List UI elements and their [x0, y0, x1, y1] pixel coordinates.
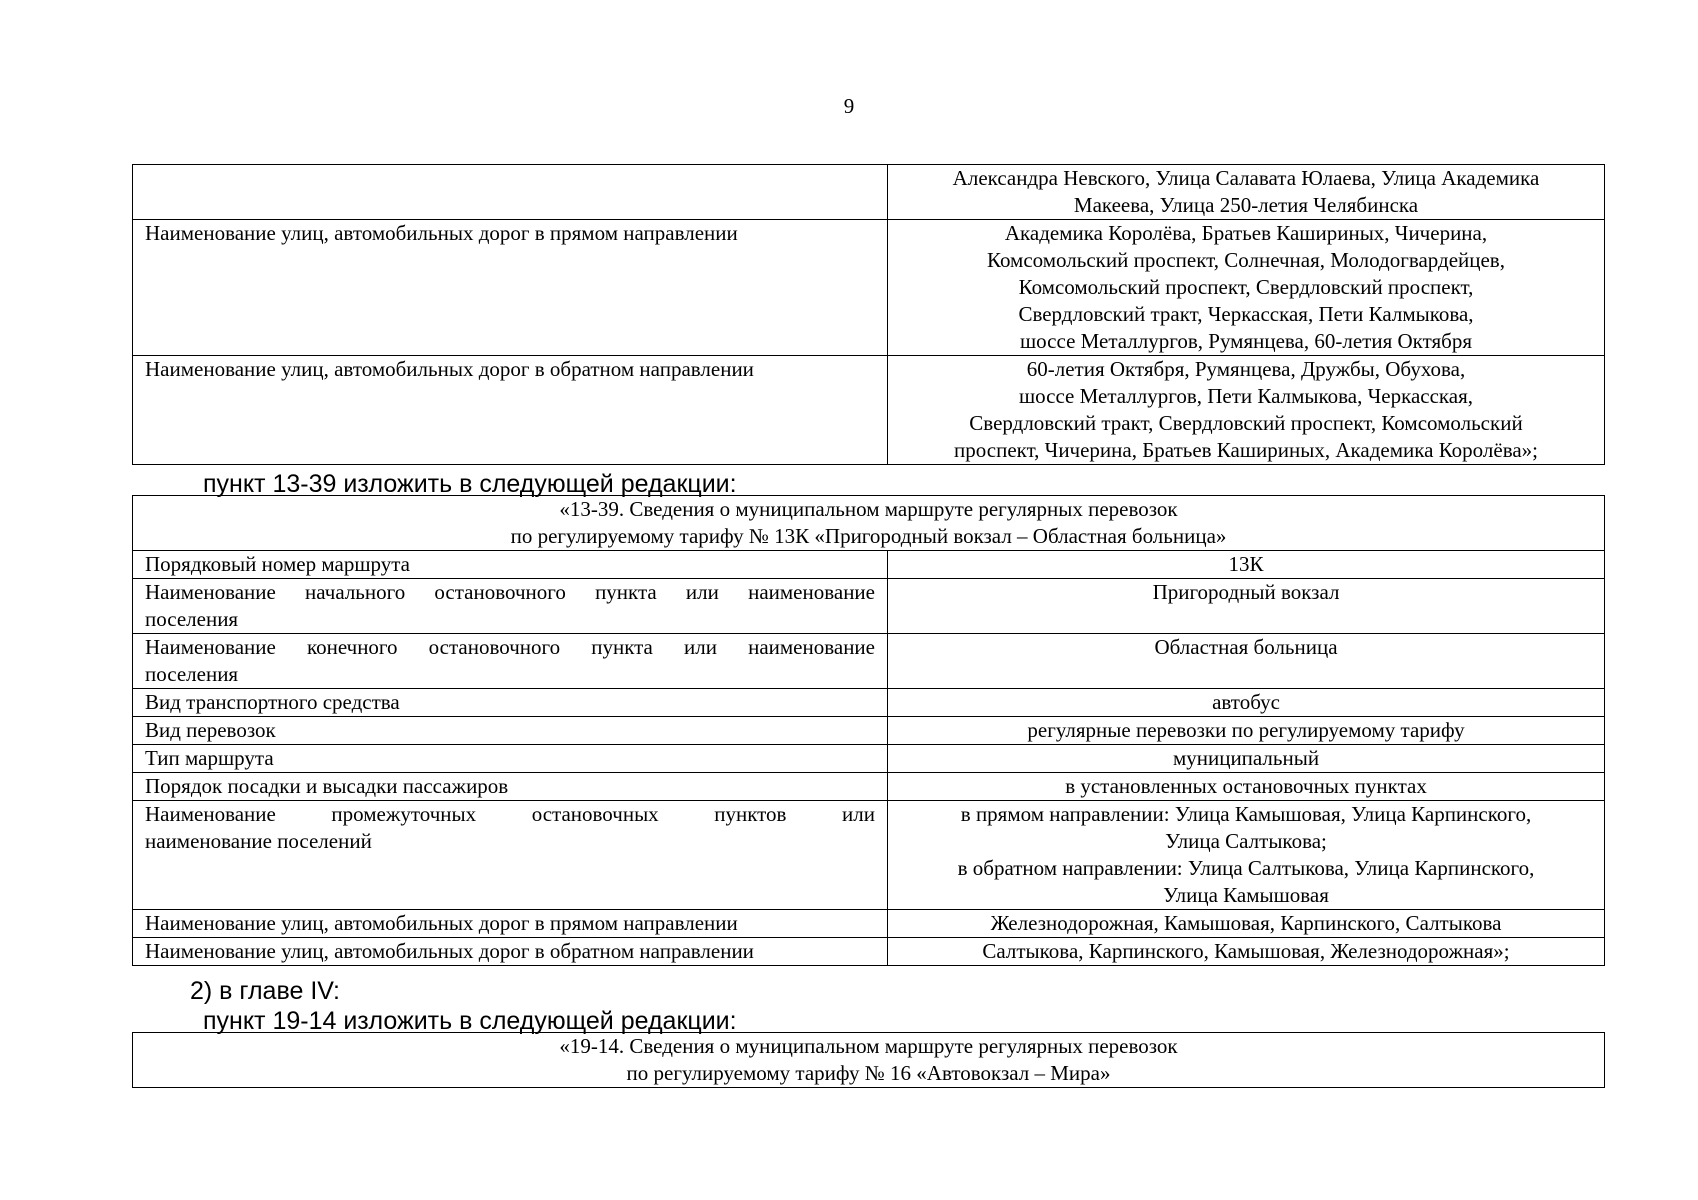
route-table-13-39	[132, 495, 1605, 966]
row-value: Салтыкова, Карпинского, Камышовая, Железнодорожная»;	[888, 938, 1605, 966]
row-value: Академика Королёва, Братьев Кашириных, Чичерина, Комсомольский проспект, Солнечная, Молодогвардейцев, Комсомольский проспект, Свердловский проспект, Свердловский тракт, Черкасская, Пети Калмыкова, шоссе Металлургов, Румянцева, 60-летия Октября	[888, 220, 1605, 356]
row-value: Александра Невского, Улица Салавата Юлаева, Улица Академика Макеева, Улица 250-летия Челябинска	[888, 165, 1605, 220]
row-value: в прямом направлении: Улица Камышовая, Улица Карпинского, Улица Салтыкова; в обратном направлении: Улица Салтыкова, Улица Карпинского, Улица Камышовая	[888, 801, 1605, 910]
row-label: Наименование улиц, автомобильных дорог в обратном направлении	[133, 938, 888, 966]
row-label: Наименование промежуточных остановочных пунктов или наименование поселений	[133, 801, 888, 910]
table-row	[133, 938, 1605, 966]
table-row	[133, 579, 1605, 634]
row-label: Вид транспортного средства	[133, 689, 888, 717]
table-row	[133, 773, 1605, 801]
table-header-row	[133, 1033, 1605, 1088]
table-caption: «13-39. Сведения о муниципальном маршруте регулярных перевозок по регулируемому тарифу № 13К «Пригородный вокзал – Областная больница»	[133, 496, 1605, 551]
row-label: Наименование начального остановочного пункта или наименование поселения	[133, 579, 888, 634]
row-value: в установленных остановочных пунктах	[888, 773, 1605, 801]
row-label	[133, 165, 888, 220]
row-label: Порядок посадки и высадки пассажиров	[133, 773, 888, 801]
row-value: 60-летия Октября, Румянцева, Дружбы, Обухова, шоссе Металлургов, Пети Калмыкова, Черкасская, Свердловский тракт, Свердловский проспект, Комсомольский проспект, Чичерина, Братьев Кашириных, Академика Королёва»;	[888, 356, 1605, 465]
table-row	[133, 910, 1605, 938]
row-label: Наименование конечного остановочного пункта или наименование поселения	[133, 634, 888, 689]
row-value: 13К	[888, 551, 1605, 579]
table-row	[133, 745, 1605, 773]
table-row	[133, 801, 1605, 910]
route-table-continuation	[132, 164, 1605, 465]
table-row	[133, 717, 1605, 745]
table-caption: «19-14. Сведения о муниципальном маршруте регулярных перевозок по регулируемому тарифу № 16 «Автовокзал – Мира»	[133, 1033, 1605, 1088]
row-value: Областная больница	[888, 634, 1605, 689]
route-table-19-14	[132, 1032, 1605, 1088]
paragraph-instruction-19-14: пункт 19-14 изложить в следующей редакции:	[203, 1007, 737, 1035]
row-value: автобус	[888, 689, 1605, 717]
row-label: Наименование улиц, автомобильных дорог в обратном направлении	[133, 356, 888, 465]
row-label: Тип маршрута	[133, 745, 888, 773]
row-value: Железнодорожная, Камышовая, Карпинского, Салтыкова	[888, 910, 1605, 938]
table-row	[133, 551, 1605, 579]
paragraph-chapter-iv: 2) в главе IV:	[190, 977, 340, 1005]
row-value: муниципальный	[888, 745, 1605, 773]
row-value: Пригородный вокзал	[888, 579, 1605, 634]
row-label: Наименование улиц, автомобильных дорог в прямом направлении	[133, 910, 888, 938]
table-row	[133, 356, 1605, 465]
table-row	[133, 634, 1605, 689]
table-row	[133, 220, 1605, 356]
row-label: Наименование улиц, автомобильных дорог в прямом направлении	[133, 220, 888, 356]
row-value: регулярные перевозки по регулируемому тарифу	[888, 717, 1605, 745]
table-header-row	[133, 496, 1605, 551]
table-row	[133, 165, 1605, 220]
row-label: Вид перевозок	[133, 717, 888, 745]
table-row	[133, 689, 1605, 717]
row-label: Порядковый номер маршрута	[133, 551, 888, 579]
paragraph-instruction-13-39: пункт 13-39 изложить в следующей редакции:	[203, 470, 737, 498]
page-number: 9	[843, 94, 855, 118]
